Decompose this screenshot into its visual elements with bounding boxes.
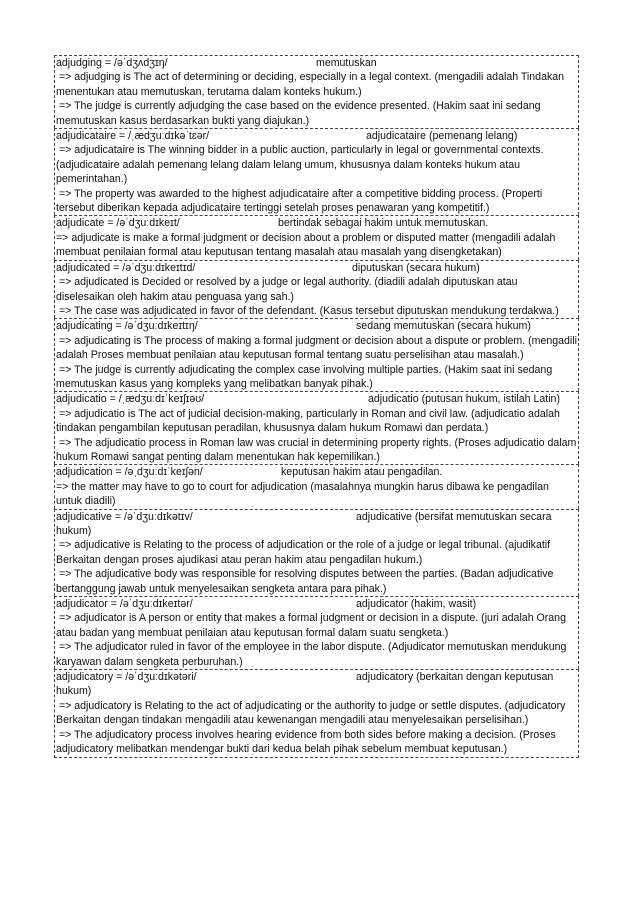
- entry-translation: memutuskan: [316, 57, 377, 69]
- entry-example: => The adjudicatory process involves hearing evidence from both sides before making a decision. (Proses adjudicatory melibatkan mendengar bukti dari kedua belah pihak sebelum membuat keputusan.): [56, 728, 559, 756]
- entry-translation: sedang memutuskan (secara hukum): [356, 320, 531, 333]
- entry-term-pronunciation: adjudicator = /əˈdʒuːdɪkeɪtər/: [56, 598, 193, 611]
- entry-term-pronunciation: adjudication = /əˌdʒuːdɪˈkeɪʃən/: [56, 466, 203, 479]
- dictionary-entry: [54, 260, 579, 319]
- entry-translation: adjudicative (bersifat memutuskan secara hukum): [56, 510, 552, 537]
- entry-header: [56, 319, 577, 333]
- dictionary-entry: [54, 318, 579, 391]
- entry-definition: => adjudicatory is Relating to the act of adjudicating or the authority to judge or settle disputes. (adjudicatory Berkaitan dengan tindakan mengadili atau kewenangan mengadili atau menyelesaikan perselisihan.): [56, 699, 569, 727]
- dictionary-entry: [54, 669, 579, 757]
- dictionary-entry: [54, 509, 579, 596]
- dictionary-entry: [54, 215, 579, 259]
- entry-definition: => adjudicatio is The act of judicial decision-making, particularly in Roman and civil law. (adjudicatio adalah tindakan pengambilan keputusan peradilan, khususnya dalam hukum Romawi dan perdata.): [56, 407, 563, 435]
- entry-definition: => adjudicative is Relating to the process of adjudication or the role of a judge or legal tribunal. (ajudikatif Berkaitan dengan proses ajudikasi atau peran hakim atau pengadilan hukum.): [56, 539, 554, 566]
- dictionary-entry: [54, 391, 579, 464]
- entry-translation: adjudicatio (putusan hukum, istilah Latin): [368, 393, 560, 406]
- entry-definition: => adjudging is The act of determining or deciding, especially in a legal context. (mengadili adalah Tindakan menentukan atau memutuskan, terutama dalam konteks hukum.): [56, 71, 567, 98]
- entry-definition: => adjudicator is A person or entity that makes a formal judgment or decision in a dispute. (juri adalah Orang atau badan yang membuat penilaian atau keputusan formal dalam suatu sengketa.): [56, 612, 569, 639]
- entry-header: [56, 129, 577, 143]
- entry-header: [56, 597, 577, 611]
- entry-translation: keputusan hakim atau pengadilan.: [281, 466, 443, 479]
- entry-translation: adjudicataire (pemenang lelang): [366, 130, 518, 143]
- dictionary-entry: [54, 128, 579, 215]
- entry-term-pronunciation: adjudicatory = /əˈdʒuːdɪkətəri/: [56, 671, 197, 684]
- entry-example: => The judge is currently adjudging the case based on the evidence presented. (Hakim saat ini sedang memutuskan kasus berdasarkan bukti yang diajukan.): [56, 100, 544, 127]
- entry-header: [56, 56, 577, 70]
- entry-term-pronunciation: adjudicative = /əˈdʒuːdɪkətɪv/: [56, 510, 193, 523]
- entry-term-pronunciation: adjudicate = /əˈdʒuːdɪkeɪt/: [56, 217, 180, 230]
- entry-term-pronunciation: adjudicatio = /ˌædʒuːdɪˈkeɪʃɪəʊ/: [56, 393, 205, 406]
- entry-header: [56, 510, 577, 539]
- entry-definition: => adjudicataire is The winning bidder in a public auction, particularly in legal or governmental contexts. (adjudicataire adalah pemenang lelang dalam lelang umum, khususnya dalam konteks hukum atau pemerintahan.): [56, 144, 547, 186]
- dictionary-entry: [54, 464, 579, 508]
- entry-header: [56, 465, 577, 479]
- dictionary-entry: [54, 55, 579, 128]
- entry-header: [56, 216, 577, 230]
- entry-term-pronunciation: adjudicated = /əˈdʒuːdɪkeɪtɪd/: [56, 261, 196, 274]
- entry-example: => The case was adjudicated in favor of the defendant. (Kasus tersebut diputuskan mendukung terdakwa.): [56, 304, 559, 317]
- entry-term-pronunciation: adjudging = /əˈdʒʌdʒɪŋ/: [56, 57, 168, 69]
- entry-example: => The adjudicatio process in Roman law was crucial in determining property rights. (Proses adjudicatio dalam hukum Romawi sangat penting dalam menentukan hak kepemilikan.): [56, 436, 580, 463]
- entry-example: => The judge is currently adjudicating the complex case involving multiple parties. (Hakim saat ini sedang memutuskan kasus yang kompleks yang melibatkan banyak pihak.): [56, 363, 556, 390]
- entry-definition: => adjudicating is The process of making a formal judgment or decision about a dispute or problem. (mengadili adalah Proses membuat penilaian atau keputusan formal tentang suatu perselisihan atau masalah.): [56, 334, 580, 362]
- entry-example: => The property was awarded to the highest adjudicataire after a competitive bidding process. (Properti tersebut diberikan kepada adjudicataire tertinggi setelah proses penawaran yang kompetitif.): [56, 187, 546, 215]
- entry-translation: bertindak sebagai hakim untuk memutuskan.: [278, 217, 489, 230]
- entry-example: => The adjudicative body was responsible for resolving disputes between the parties. (Badan adjudicative bertanggung jawab untuk menyelesaikan sengketa antara para pihak.): [56, 568, 557, 595]
- entry-translation: adjudicator (hakim, wasit): [356, 598, 477, 611]
- entry-term-pronunciation: adjudicataire = /ˌædʒuːdɪkəˈtɛər/: [56, 130, 210, 143]
- entry-header: [56, 670, 577, 699]
- entry-translation: diputuskan (secara hukum): [352, 261, 480, 274]
- entry-header: [56, 392, 577, 406]
- entry-term-pronunciation: adjudicating = /əˈdʒuːdɪkeɪtɪŋ/: [56, 320, 198, 333]
- dictionary-page: [54, 55, 579, 758]
- entry-header: [56, 261, 577, 275]
- dictionary-entry: [54, 596, 579, 669]
- entry-definition: => the matter may have to go to court for adjudication (masalahnya mungkin harus dibawa ke pengadilan untuk diadili): [56, 480, 552, 508]
- entry-definition: => adjudicate is make a formal judgment or decision about a problem or disputed matter (mengadili adalah membuat penilaian formal atau keputusan tentang masalah atau masalah yang disengketakan): [56, 231, 559, 259]
- entry-definition: => adjudicated is Decided or resolved by a judge or legal authority. (diadili adalah diputuskan atau diselesaikan oleh hakim atau penguasa yang sah.): [56, 276, 521, 303]
- entry-translation: adjudicatory (berkaitan dengan keputusan hukum): [56, 671, 554, 698]
- entry-example: => The adjudicator ruled in favor of the employee in the labor dispute. (Adjudicator memutuskan mendukung karyawan dalam sengketa perburuhan.): [56, 641, 570, 668]
